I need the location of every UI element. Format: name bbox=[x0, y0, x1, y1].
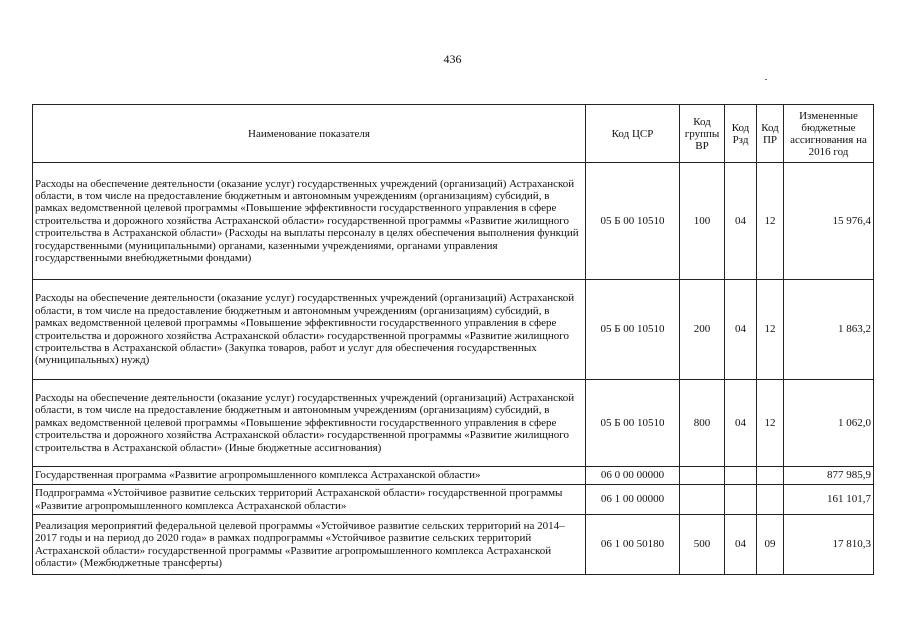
row-pr: 09 bbox=[757, 515, 784, 575]
row-vr: 800 bbox=[680, 380, 725, 467]
header-csr: Код ЦСР bbox=[586, 105, 680, 163]
page-number: 436 bbox=[443, 52, 462, 66]
header-rzd: Код Рзд bbox=[725, 105, 757, 163]
row-amount: 17 810,3 bbox=[784, 515, 874, 575]
row-amount: 1 863,2 bbox=[784, 280, 874, 380]
row-csr: 05 Б 00 10510 bbox=[586, 380, 680, 467]
row-name: Реализация мероприятий федеральной целевой программы «Устойчивое развитие сельских территорий на 2014–2017 годы и на период до 2020 года» в рамках подпрограммы «Устойчивое развитие сельских территорий Астраханской области» государственной программы «Развитие агропромышленного комплекса Астраханской области» (Межбюджетные трансферты) bbox=[33, 515, 586, 575]
row-pr: 12 bbox=[757, 280, 784, 380]
row-amount: 15 976,4 bbox=[784, 163, 874, 280]
budget-table bbox=[32, 104, 874, 575]
row-rzd bbox=[725, 467, 757, 485]
row-name: Расходы на обеспечение деятельности (оказание услуг) государственных учреждений (организаций) Астраханской области, в том числе на предоставление бюджетным и автономным учреждениям (организациям) субсидий, в рамках ведомственной целевой программы «Повышение эффективности государственного управления в сфере строительства и дорожного хозяйства Астраханской области» государственной программы «Развитие жилищного строительства в Астраханской области» (Закупка товаров, работ и услуг для обеспечения государственных (муниципальных) нужд) bbox=[33, 280, 586, 380]
header-amount: Измененные бюджетные ассигнования на 2016 год bbox=[784, 105, 874, 163]
row-csr: 06 0 00 00000 bbox=[586, 467, 680, 485]
row-rzd: 04 bbox=[725, 280, 757, 380]
row-amount: 161 101,7 bbox=[784, 485, 874, 515]
row-pr: 12 bbox=[757, 380, 784, 467]
row-vr bbox=[680, 485, 725, 515]
row-csr: 05 Б 00 10510 bbox=[586, 280, 680, 380]
row-rzd: 04 bbox=[725, 163, 757, 280]
table-row bbox=[33, 485, 874, 515]
row-csr: 05 Б 00 10510 bbox=[586, 163, 680, 280]
header-name: Наименование показателя bbox=[33, 105, 586, 163]
table-row bbox=[33, 380, 874, 467]
row-pr bbox=[757, 467, 784, 485]
row-csr: 06 1 00 00000 bbox=[586, 485, 680, 515]
table-row bbox=[33, 163, 874, 280]
table-row bbox=[33, 280, 874, 380]
row-rzd bbox=[725, 485, 757, 515]
row-pr bbox=[757, 485, 784, 515]
row-name: Расходы на обеспечение деятельности (оказание услуг) государственных учреждений (организаций) Астраханской области, в том числе на предоставление бюджетным и автономным учреждениям (организациям) субсидий, в рамках ведомственной целевой программы «Повышение эффективности государственного управления в сфере строительства и дорожного хозяйства Астраханской области» государственной программы «Развитие жилищного строительства в Астраханской области» (Иные бюджетные ассигнования) bbox=[33, 380, 586, 467]
row-vr: 100 bbox=[680, 163, 725, 280]
header-pr: Код ПР bbox=[757, 105, 784, 163]
table-row bbox=[33, 515, 874, 575]
row-pr: 12 bbox=[757, 163, 784, 280]
row-vr bbox=[680, 467, 725, 485]
header-row bbox=[33, 105, 874, 163]
table-row bbox=[33, 467, 874, 485]
row-csr: 06 1 00 50180 bbox=[586, 515, 680, 575]
row-rzd: 04 bbox=[725, 380, 757, 467]
header-vr: Код группы ВР bbox=[680, 105, 725, 163]
row-vr: 200 bbox=[680, 280, 725, 380]
scan-speck bbox=[765, 79, 767, 80]
row-name: Подпрограмма «Устойчивое развитие сельских территорий Астраханской области» государственной программы «Развитие агропромышленного комплекса Астраханской области» bbox=[33, 485, 586, 515]
row-vr: 500 bbox=[680, 515, 725, 575]
row-name: Государственная программа «Развитие агропромышленного комплекса Астраханской области» bbox=[33, 467, 586, 485]
row-name: Расходы на обеспечение деятельности (оказание услуг) государственных учреждений (организаций) Астраханской области, в том числе на предоставление бюджетным и автономным учреждениям (организациям) субсидий, в рамках ведомственной целевой программы «Повышение эффективности государственного управления в сфере строительства и дорожного хозяйства Астраханской области» государственной программы «Развитие жилищного строительства в Астраханской области» (Расходы на выплаты персоналу в целях обеспечения выполнения функций государственными (муниципальными) органами, казенными учреждениями, органами управления государственными внебюджетными фондами) bbox=[33, 163, 586, 280]
row-amount: 877 985,9 bbox=[784, 467, 874, 485]
row-rzd: 04 bbox=[725, 515, 757, 575]
row-amount: 1 062,0 bbox=[784, 380, 874, 467]
